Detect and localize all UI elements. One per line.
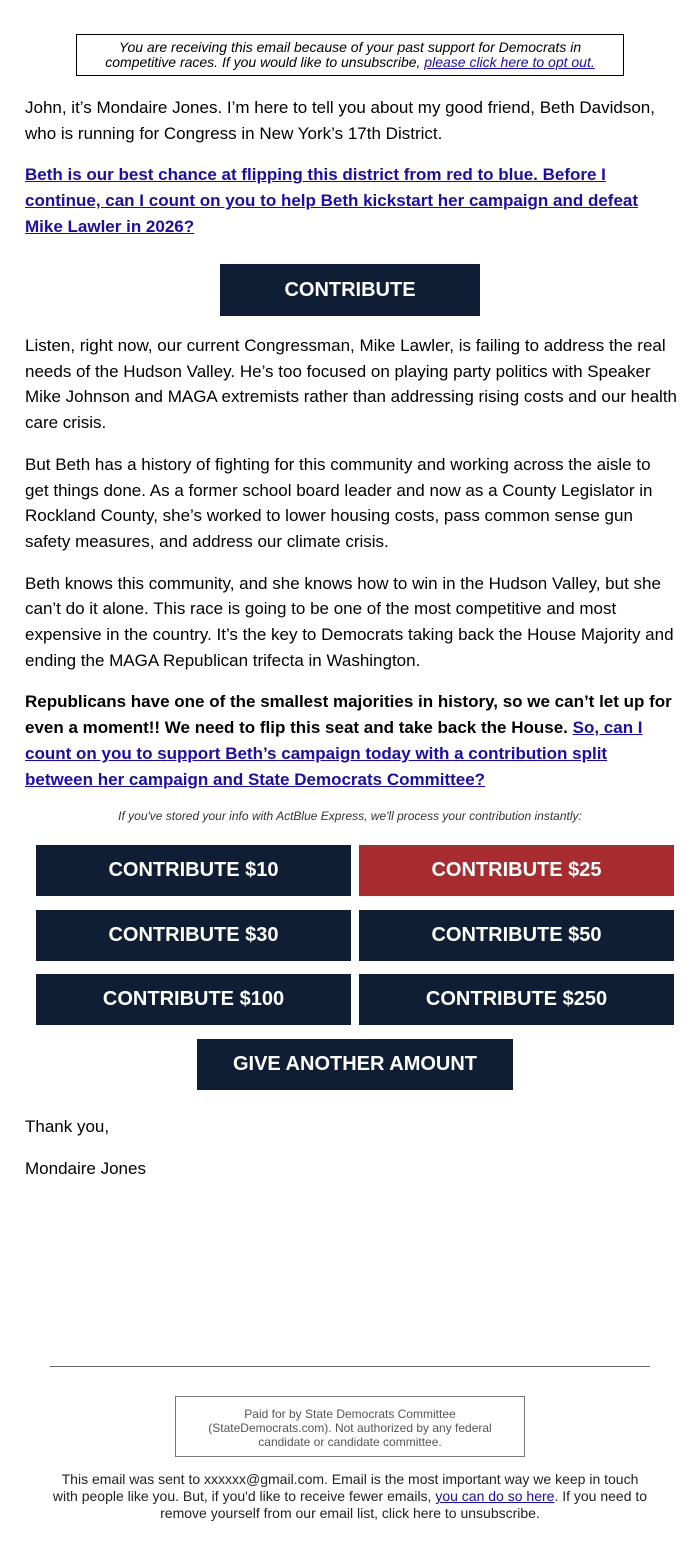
- intro-paragraph: John, it’s Mondaire Jones. I’m here to tell you about my good friend, Beth Davidson, who is running for Congress in New York’s 17th District.: [25, 98, 655, 143]
- give-another-amount-button[interactable]: GIVE ANOTHER AMOUNT: [197, 1039, 513, 1090]
- footer-text: [50, 1471, 650, 1522]
- contribute-50-button[interactable]: CONTRIBUTE $50: [359, 910, 674, 961]
- unsubscribe-notice: [76, 34, 624, 76]
- signoff-thanks: Thank you,: [25, 1117, 110, 1136]
- email-body-continued: [25, 333, 677, 808]
- footer-divider: [50, 1366, 650, 1367]
- paid-for-disclaimer: Paid for by State Democrats Committee (StateDemocrats.com). Not authorized by any federal candidate or candidate committee.: [175, 1396, 525, 1457]
- email-body: [25, 95, 677, 256]
- body-paragraph-2: But Beth has a history of fighting for this community and working across the aisle to get things done. As a former school board leader and now as a County Legislator in Rockland County, she’s worked to lower housing costs, pass common sense gun safety measures, and address our climate crisis.: [25, 454, 653, 551]
- body-paragraph-3: Beth knows this community, and she knows how to win in the Hudson Valley, but she can’t do it alone. This race is going to be one of the most competitive and most expensive in the country. It’s the key to Democrats taking back the House Majority and ending the MAGA Republican trifecta in Washington.: [25, 573, 674, 670]
- opt-out-link[interactable]: please click here to opt out.: [424, 54, 595, 70]
- notice-text: You are receiving this email because of your past support for Democrats in competitive races. If you would like to unsubscribe,: [105, 39, 582, 70]
- body-paragraph-1: Listen, right now, our current Congressman, Mike Lawler, is failing to address the real needs of the Hudson Valley. He’s too focused on playing party politics with Speaker Mike Johnson and MAGA extremists rather than addressing rising costs and our health care crisis.: [25, 336, 678, 433]
- contribute-30-button[interactable]: CONTRIBUTE $30: [36, 910, 351, 961]
- footer-after: . If you need to remove yourself from our email list, click here to unsubscribe.: [160, 1488, 648, 1521]
- ask-link[interactable]: Beth is our best chance at flipping this district from red to blue. Before I continue, can I count on you to help Beth kickstart her campaign and defeat Mike Lawler in 2026?: [25, 165, 639, 236]
- closing-paragraph: [25, 689, 677, 792]
- contribute-25-button[interactable]: CONTRIBUTE $25: [359, 845, 674, 896]
- contribute-100-button[interactable]: CONTRIBUTE $100: [36, 974, 351, 1025]
- closing-bold-text: Republicans have one of the smallest majorities in history, so we can’t let up for even a moment!! We need to flip this seat and take back the House.: [25, 692, 672, 738]
- contribute-button[interactable]: CONTRIBUTE: [220, 264, 480, 316]
- footer-before: This email was sent to xxxxxx@gmail.com. Email is the most important way we keep in touch with people like you. But, if you'd like to receive fewer emails,: [52, 1471, 639, 1504]
- fewer-emails-link[interactable]: you can do so here: [435, 1488, 555, 1504]
- signoff-name: Mondaire Jones: [25, 1159, 146, 1178]
- closing-ask-link[interactable]: So, can I count on you to support Beth’s campaign today with a contribution split between her campaign and State Democrats Committee?: [25, 718, 643, 789]
- contribute-10-button[interactable]: CONTRIBUTE $10: [36, 845, 351, 896]
- actblue-note: If you've stored your info with ActBlue Express, we'll process your contribution instantly:: [118, 809, 582, 823]
- contribute-250-button[interactable]: CONTRIBUTE $250: [359, 974, 674, 1025]
